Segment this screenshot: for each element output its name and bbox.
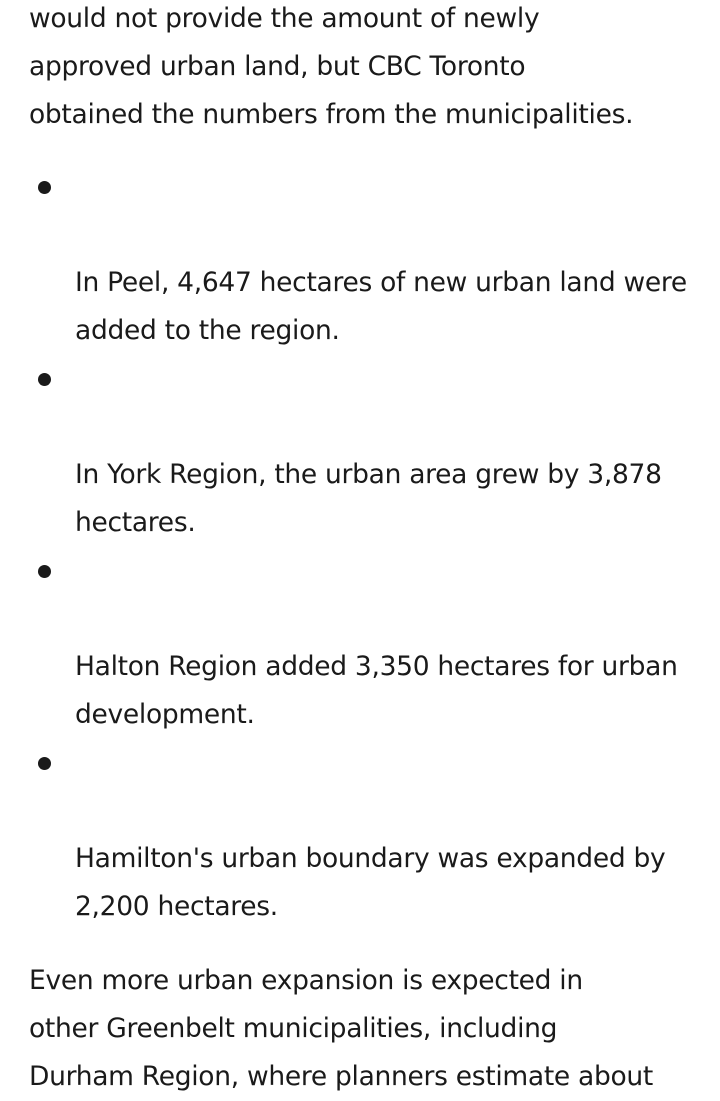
bullet-icon bbox=[38, 757, 51, 770]
list-item bbox=[29, 547, 717, 739]
bullet-icon bbox=[38, 181, 51, 194]
intro-paragraph: would not provide the amount of newly approved urban land, but CBC Toronto obtained the numbers from the municipalities. bbox=[29, 3, 634, 130]
bullet-icon bbox=[38, 565, 51, 578]
bullet-icon bbox=[38, 373, 51, 386]
closing-paragraph: Even more urban expansion is expected in other Greenbelt municipalities, including Durham Region, where planners estimate about bbox=[29, 965, 654, 1092]
list-item-text: Hamilton's urban boundary was expanded by 2,200 hectares. bbox=[75, 843, 666, 922]
list-item-text: In York Region, the urban area grew by 3,878 hectares. bbox=[75, 459, 662, 538]
bullet-list bbox=[29, 163, 717, 931]
list-item bbox=[29, 163, 717, 355]
list-item bbox=[29, 739, 717, 931]
list-item-text: In Peel, 4,647 hectares of new urban land were added to the region. bbox=[75, 267, 687, 346]
article-body bbox=[29, 0, 717, 1101]
list-item bbox=[29, 355, 717, 547]
list-item-text: Halton Region added 3,350 hectares for urban development. bbox=[75, 651, 678, 730]
